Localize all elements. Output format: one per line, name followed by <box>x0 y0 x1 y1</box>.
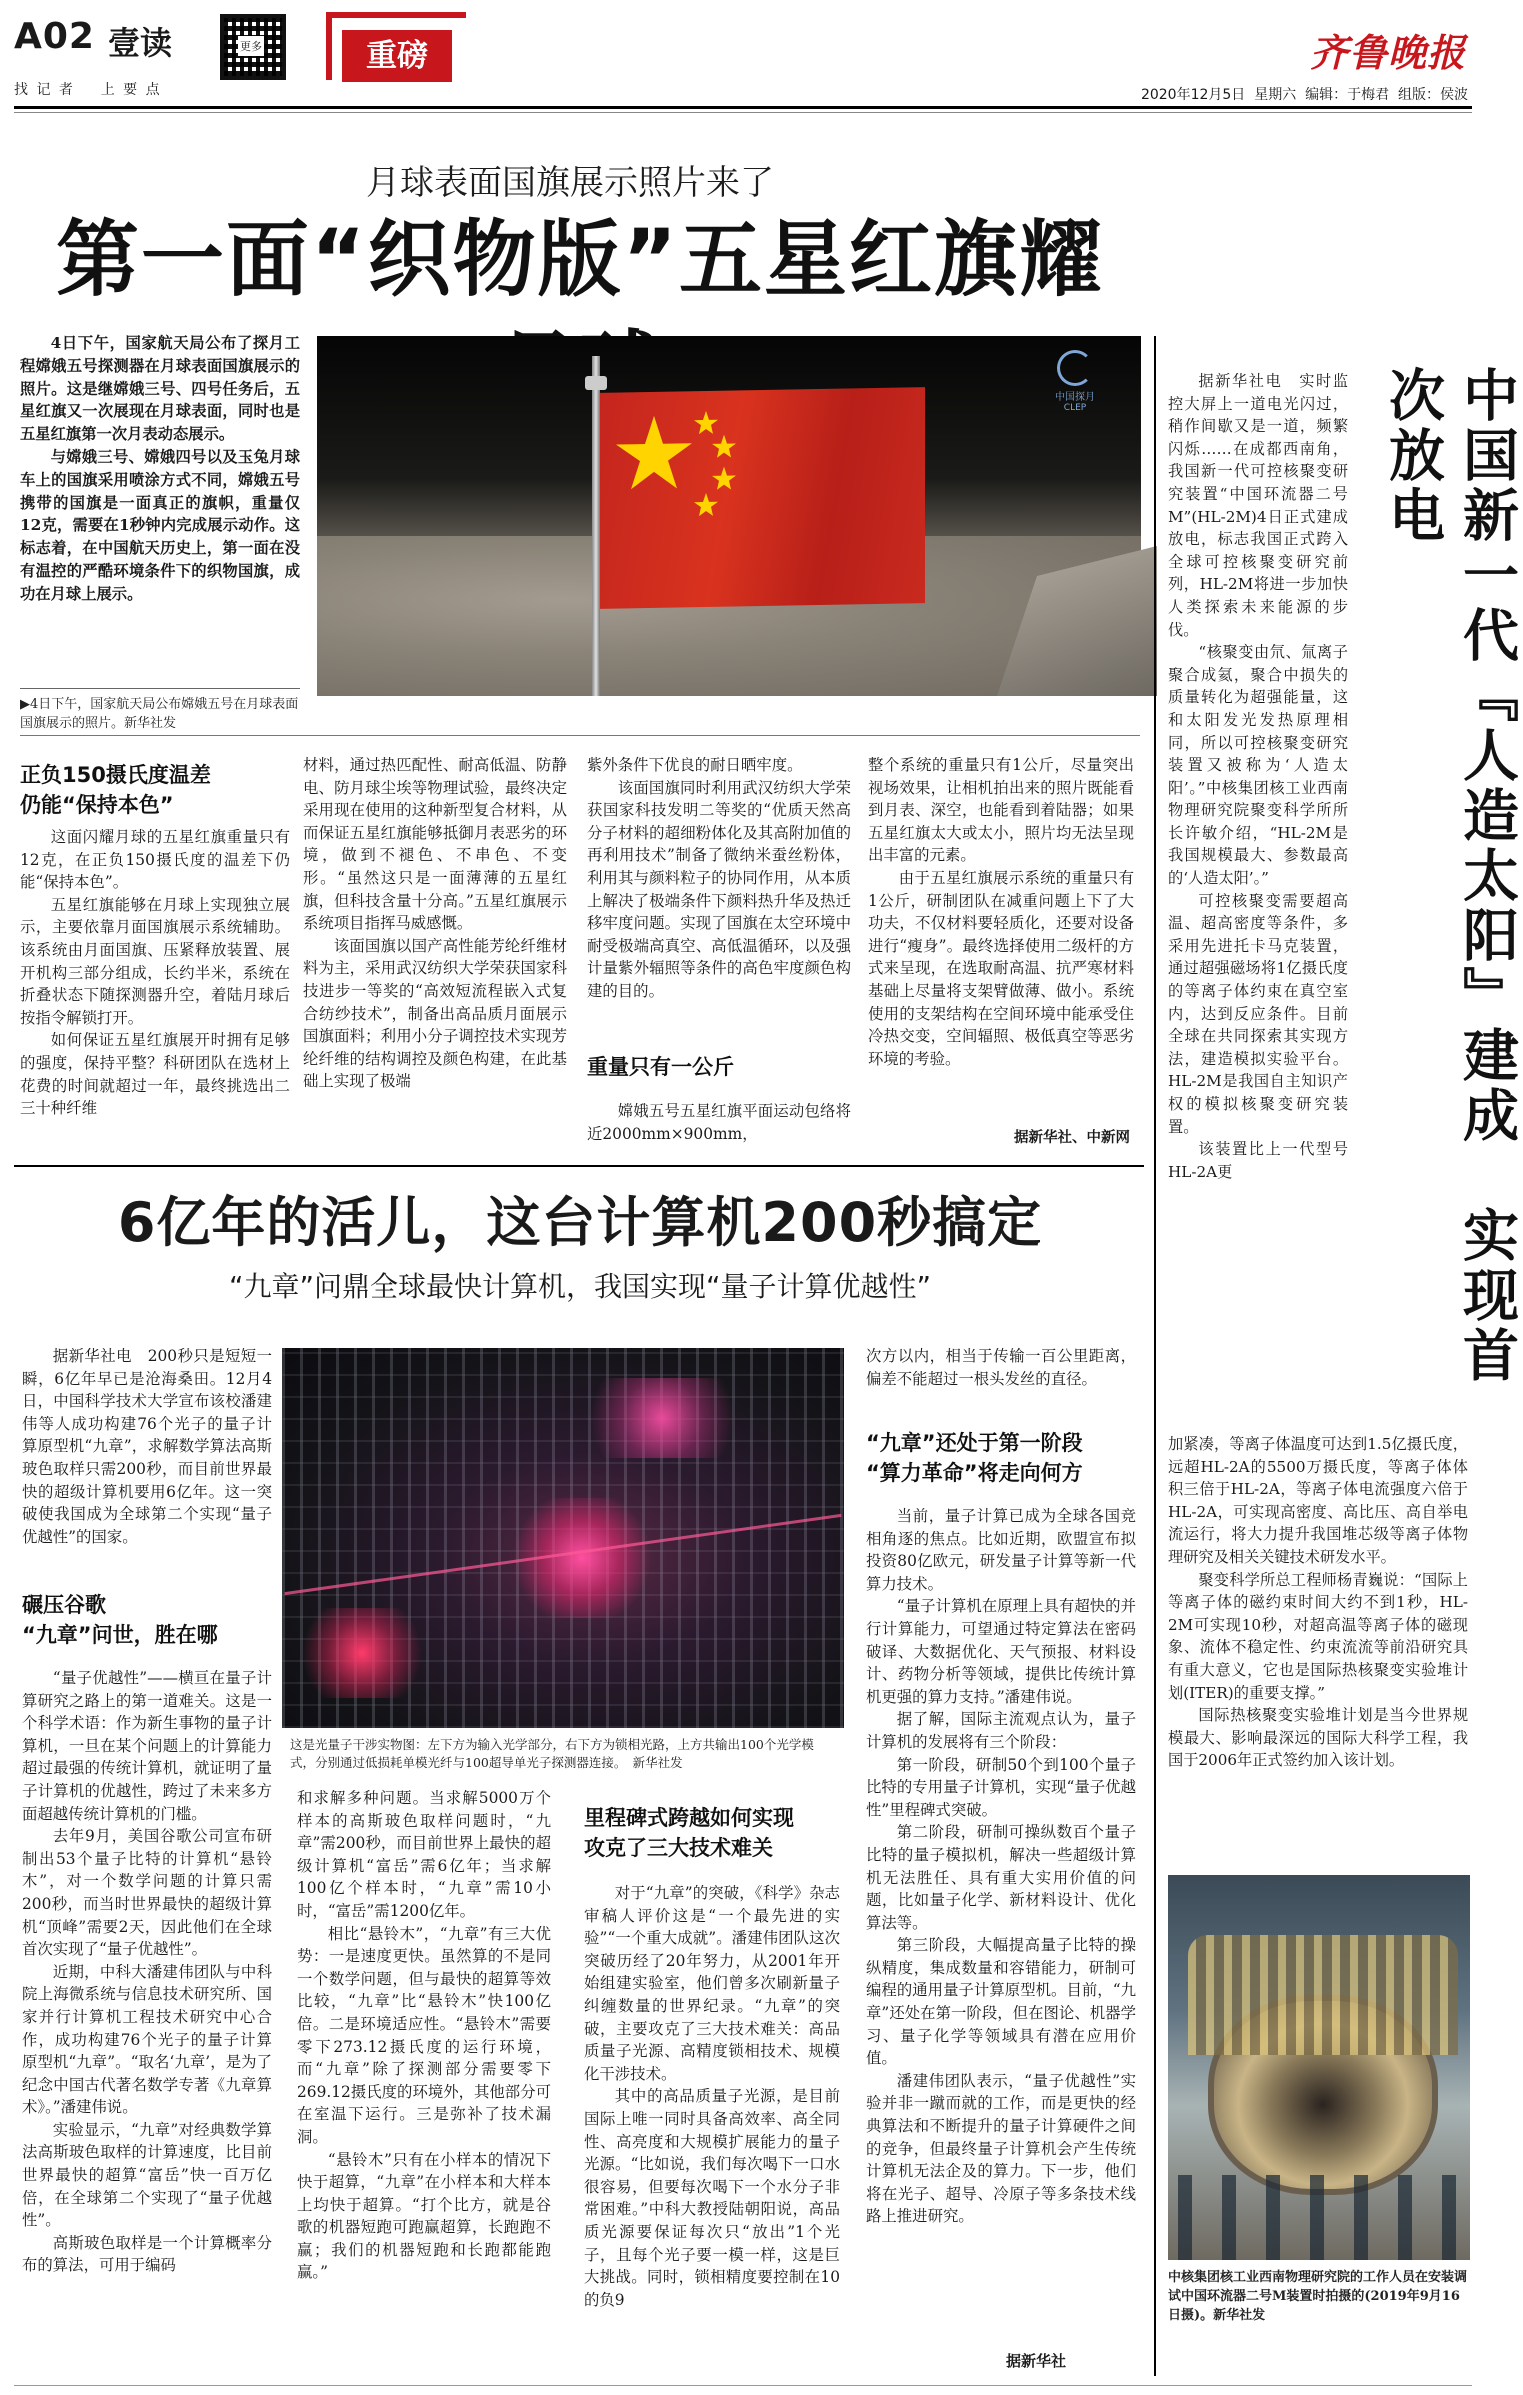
page-number: A02 <box>14 16 95 57</box>
paragraph: 第一阶段，研制50个到100个量子比特的专用量子计算机，实现“量子优越性”里程碑式突破。 <box>866 1755 1136 1819</box>
paragraph: 次方以内，相当于传输一百公里距离，偏差不能超过一根头发丝的直径。 <box>866 1347 1136 1388</box>
paragraph: 该面国旗以国产高性能芳纶纤维材料为主，采用武汉纺织大学荣获国家科技进步一等奖的“高效短流程嵌入式复合纺纱技术”，制备出高品质月面展示国旗面料；利用小分子调控技术实现芳纶纤维的结构调控及颜色构建，在此基础上实现了极端 <box>303 936 567 1091</box>
header-rule <box>14 106 1472 109</box>
paragraph: 如何保证五星红旗展开时拥有足够的强度，保持平整？科研团队在选材上花费的时间就超过一年，最终挑选出二三十种纤维 <box>20 1031 290 1118</box>
story1-headline: 第一面“织物版”五星红旗耀 <box>55 211 1105 308</box>
story1-col1 <box>20 826 290 1120</box>
paragraph: 紫外条件下优良的耐日晒牢度。 <box>587 756 803 774</box>
story1-col3 <box>587 754 851 1003</box>
quantum-computer-photo <box>282 1348 844 1728</box>
header-rule-thin <box>14 112 1472 113</box>
flag-pole-cap <box>585 376 607 390</box>
paragraph: 这面闪耀月球的五星红旗重量只有12克，在正负150摄氏度的温差下仍能“保持本色”。 <box>20 828 290 892</box>
story2-col4-top <box>866 1345 1136 1390</box>
paragraph: 实验显示，“九章”对经典数学算法高斯玻色取样的计算速度，比目前世界最快的超算“富岳”快一百万亿倍，在全球第二个实现了“量子优越性”。 <box>22 2120 272 2230</box>
paragraph: 加紧凑，等离子体温度可达到1.5亿摄氏度，远超HL-2A的5500万摄氏度，等离子体体积三倍于HL-2A，等离子体电流强度六倍于HL-2A，可实现高密度、高比压、高自举电流运行，将大力提升我国堆芯级等离子体物理研究及相关关键技术研发水平。 <box>1168 1435 1468 1566</box>
column-divider <box>1154 336 1156 2376</box>
qr-code[interactable] <box>220 14 286 80</box>
paragraph: 由于五星红旗展示系统的重量只有1公斤，研制团队在减重问题上下了大功夫，不仅材料要轻质化，还要对设备进行“瘦身”。最终选择使用二级杆的方式来呈现，在选取耐高温、抗严寒材料基础上尽量将支架臂做薄、做小。系统使用的支架结构在空间环境中能承受住冷热交变，空间辐照、极低真空等恶劣环境的考验。 <box>868 868 1134 1068</box>
paragraph: 近期，中科大潘建伟团队与中科院上海微系统与信息技术研究所、国家并行计算机工程技术研究中心合作，成功构建76个光子的量子计算原型机“九章”。“取名‘九章’，是为了纪念中国古代著名数学专著《九章算术》。”潘建伟说。 <box>22 1962 272 2117</box>
paragraph: “量子优越性”——横亘在量子计算研究之路上的第一道难关。这是一个科学术语：作为新生事物的量子计算机，一旦在某个问题上的计算能力超过最强的传统计算机，就证明了量子计算机的优越性，跨过了未来多方面超越传统计算机的门槛。 <box>22 1669 272 1823</box>
story1-subhead-1: 正负150摄氏度温差 仍能“保持本色” <box>20 763 211 817</box>
story1-subhead-2: 重量只有一公斤 <box>587 1055 734 1079</box>
paragraph: 国际热核聚变实验堆计划是当今世界规模最大、影响最深远的国际大科学工程，我国于2006年正式签约加入该计划。 <box>1168 1706 1468 1770</box>
section-divider <box>14 1165 1144 1167</box>
story2-subhead-1: 碾压谷歌 “九章”问世，胜在哪 <box>22 1593 218 1647</box>
paragraph: 五星红旗能够在月球上实现独立展示，主要依靠月面国旗展示系统辅助。该系统由月面国旗、压紧释放装置、展开机构三部分组成，长约半米，系统在折叠状态下随探测器升空，着陆月球后按指令解锁打开。 <box>20 895 290 1027</box>
story2-col4 <box>866 1505 1136 2228</box>
laser-glow-left <box>302 1608 422 1698</box>
paper-name-logo: 齐鲁晚报 <box>1309 30 1466 75</box>
paragraph: 第二阶段，研制可操纵数百个量子比特的量子模拟机，解决一些超级计算机无法胜任、具有重大实用价值的问题，比如量子化学、新材料设计、优化算法等。 <box>866 1823 1136 1932</box>
story1-rule <box>20 735 1140 736</box>
paragraph: 去年9月，美国谷歌公司宣布研制出53个量子比特的计算机“悬铃木”，对一个数学问题的计算只需200秒，而当时世界最快的超级计算机“顶峰”需要2天，因此他们在全球首次实现了“量子优越性”。 <box>22 1827 272 1959</box>
story1-photo-caption: ▶4日下午，国家航天局公布嫦娥五号在月球表面国旗展示的照片。新华社发 <box>20 697 299 731</box>
paragraph: 整个系统的重量只有1公斤，尽量突出视场效果，让相机拍出来的照片既能看到月表、深空，也能看到着陆器；如果五星红旗太大或太小，照片均无法呈现出丰富的元素。 <box>868 756 1134 865</box>
paragraph: 可控核聚变需要超高温、超高密度等条件，多采用先进托卡马克装置，通过超强磁场将1亿摄氏度的等离子体约束在真空室内，达到反应条件。目前全球在共同探索其实现方法，建造模拟实验平台。HL-2M是我国自主知识产权的模拟核聚变研究装置。 <box>1168 891 1348 1136</box>
paragraph: 该装置比上一代型号HL-2A更 <box>1168 1140 1348 1181</box>
paragraph: 嫦娥五号五星红旗平面运动包络将近2000mm×900mm， <box>587 1102 851 1143</box>
story3-col-wide <box>1168 1433 1468 1772</box>
paragraph: 材料，通过热匹配性、耐高低温、防静电、防月球尘埃等物理试验，最终决定采用现在使用的这种新型复合材料，从而保证五星红旗能够抵御月表恶劣的环境，做到不褪色、不串色、不变形。“虽然这只是一面薄薄的五星红旗，但科技含量十分高。”五星红旗展示系统项目指挥马威感慨。 <box>303 756 567 933</box>
story2-photo-caption: 这是光量子干涉实物图：左下方为输入光学部分，右下方为锁相光路，上方共输出100个光学模式，分别通过低损耗单模光纤与100超导单光子探测器连接。 新华社发 <box>290 1737 814 1770</box>
lead-paragraph: 4日下午，国家航天局公布了探月工程嫦娥五号探测器在月球表面国旗展示的照片。这是继嫦娥三号、四号任务后，五星红旗又一次展现在月球表面，同时也是五星红旗第一次月表动态展示。 <box>20 334 300 444</box>
story2-col1 <box>22 1667 272 2277</box>
story3-photo-caption: 中核集团核工业西南物理研究院的工作人员在安装调试中国环流器二号M装置时拍摄的(2019年9月16日摄)。新华社发 <box>1168 2270 1468 2323</box>
paragraph: 高斯玻色取样是一个计算概率分布的算法，可用于编码 <box>22 2233 272 2275</box>
paragraph: 对于“九章”的突破，《科学》杂志审稿人评价这是“一个最先进的实验”“一个重大成就”。潘建伟团队这次突破历经了20年努力，从2001年开始组建实验室，他们曾多次刷新量子纠缠数量的世界纪录。“九章”的突破，主要攻克了三大技术难关：高品质量子光源、高精度锁相技术、规模化干涉技术。 <box>584 1884 840 2083</box>
paragraph: 聚变科学所总工程师杨青巍说：“国际上等离子体的磁约束时间大约不到1秒，HL-2M可实现10秒，对超高温等离子体的磁现象、流体不稳定性、约束流流等前沿研究具有重大意义，它也是国际热核聚变实验堆计划(ITER)的重要支撑。” <box>1168 1570 1468 1702</box>
story1-deck: 月球表面国旗展示照片来了 <box>366 163 774 203</box>
story1-col3b <box>587 1100 851 1145</box>
flag-stars <box>614 404 744 526</box>
story1-col2 <box>303 754 567 1093</box>
story2-col2 <box>297 1787 551 2284</box>
paragraph: “悬铃木”只有在小样本的情况下快于超算，“九章”在小样本和大样本上均快于超算。“打个比方，就是谷歌的机器短跑可跑赢超算，长跑跑不赢；我们的机器短跑和长跑都能跑赢。” <box>297 2150 551 2282</box>
paragraph: 第三阶段，大幅提高量子比特的操纵精度，集成数量和容错能力，研制可编程的通用量子计算原型机。目前，“九章”还处在第一阶段，但在图论、机器学习、量子化学等领域具有潜在应用价值。 <box>866 1936 1136 2068</box>
clep-logo <box>1045 350 1105 413</box>
story2-subhead-2: 里程碑式跨越如何实现 攻克了三大技术难关 <box>584 1806 794 1860</box>
paragraph: “核聚变由氘、氚离子聚合成氦，聚合中损失的质量转化为超强能量，这和太阳发光发热原理相同，所以可控核聚变研究装置又被称为‘人造太阳’。”中核集团核工业西南物理研究院聚变科学所所长许敏介绍，“HL-2M是我国规模最大、参数最高的‘人造太阳’。” <box>1168 643 1348 888</box>
flag-on-moon-photo <box>317 336 1141 692</box>
laser-glow-top <box>582 1378 742 1458</box>
paragraph: 其中的高品质量子光源，是目前国际上唯一同时具备高效率、高全同性、高亮度和大规模扩展能力的量子光源。“比如说，我们每次喝下一口水很容易，但要每次喝下一个水分子非常困难。”中科大教授陆朝阳说，高品质光源要保证每次只“放出”1个光子，且每个光子要一模一样，这是巨大挑战。同时，锁相精度要控制在10的负9 <box>584 2087 840 2309</box>
story1-lead <box>20 332 300 606</box>
tokamak-coils <box>1188 1935 1458 2055</box>
workers <box>1178 2175 1460 2260</box>
paragraph: 该面国旗同时利用武汉纺织大学荣获国家科技发明二等奖的“优质天然高分子材料的超细粉体化及其高附加值的再利用技术”制备了微纳米蚕丝粉体，利用其与颜料粒子的协同作用，从本质上解决了极端条件下颜料热升华及热迁移牢度问题。实现了国旗在太空环境中耐受极端高真空、高低温循环，以及强计量紫外辐照等条件的高色牢度颜色构建的目的。 <box>587 778 851 1000</box>
section-name: 壹读 <box>108 24 173 62</box>
lead-divider <box>20 688 300 689</box>
paragraph: 和求解多种问题。当求解5000万个样本的高斯玻色取样问题时，“九章”需200秒，而目前世界上最快的超级计算机“富岳”需6亿年；当求解100亿个样本时，“九章”需10小时，“富岳”需1200亿年。 <box>297 1789 551 1920</box>
story2-headline: 6亿年的活儿，这台计算机200秒搞定 <box>117 1191 1043 1254</box>
paragraph: 潘建伟团队表示，“量子优越性”实验并非一蹴而就的工作，而是更快的经典算法和不断提升的量子计算硬件之间的竞争，但最终量子计算机会产生传统计算机无法企及的算力。下一步，他们将在光子、超导、冷原子等多条技术线路上推进研究。 <box>866 2071 1136 2226</box>
story2-deck: “九章”问鼎全球最快计算机，我国实现“量子计算优越性” <box>228 1270 932 1303</box>
qr-label: 更多 <box>238 36 264 56</box>
story3-col-narrow <box>1168 370 1348 1183</box>
story2-subhead-3: “九章”还处于第一阶段 “算力革命”将走向何方 <box>866 1431 1083 1485</box>
tokamak-photo <box>1168 1875 1470 2260</box>
clep-logo-icon <box>1057 350 1093 386</box>
paragraph: “量子计算机在原理上具有超快的并行计算能力，可望通过特定算法在密码破译、大数据优化、天气预报、材料设计、药物分析等领域，提供比传统计算机更强的算力支持。”潘建伟说。 <box>866 1597 1136 1706</box>
footer-rule <box>14 2385 1472 2386</box>
lead-paragraph: 与嫦娥三号、嫦娥四号以及玉兔月球车上的国旗采用喷涂方式不同，嫦娥五号携带的国旗是一面真正的旗帜，重量仅12克，需要在1秒钟内完成展示动作。这标志着，在中国航天历史上，第一面在没有温控的严酷环境条件下的织物国旗，成功在月球上展示。 <box>20 447 300 603</box>
header-slogan: 找 记 者 上 要 点 <box>14 82 162 98</box>
paragraph: 相比“悬铃木”，“九章”有三大优势：一是速度更快。虽然算的不是同一个数学问题，但与最快的超算等效比较，“九章”比“悬铃木”快100亿倍。二是环境适应性。“悬铃木”需要零下273.12摄氏度的运行环境，而“九章”除了探测部分需要零下269.12摄氏度的环境外，其他部分可在室温下运行。三是弥补了技术漏洞。 <box>297 1924 551 2146</box>
story2-col3 <box>584 1882 840 2311</box>
paragraph: 当前，量子计算已成为全球各国竞相角逐的焦点。比如近期，欧盟宣布拟投资80亿欧元，研发量子计算等新一代算力技术。 <box>866 1507 1136 1593</box>
section-tag: 重磅 <box>342 30 452 82</box>
story3-vertical-headline: 中国新一代『人造太阳』建成 实现首次放电 <box>1380 366 1519 1386</box>
paragraph: 据新华社电 实时监控大屏上一道电光闪过，稍作间歇又是一道，频繁闪烁……在成都西南角，我国新一代可控核聚变研究装置“中国环流器二号M”(HL-2M)4日正式建成放电，标志我国正式跨入全球可控核聚变研究前列，HL-2M将进一步加快人类探索未来能源的步伐。 <box>1168 372 1348 639</box>
dateline: 2020年12月5日 星期六 编辑：于梅君 组版：侯波 <box>1140 87 1468 103</box>
flag-pole <box>592 356 600 696</box>
paragraph: 据了解，国际主流观点认为，量子计算机的发展将有三个阶段： <box>866 1710 1136 1751</box>
clep-logo-text: 中国探月 <box>1055 392 1095 403</box>
clep-logo-en: CLEP <box>1063 403 1087 413</box>
story2-byline: 据新华社 <box>1005 2352 1066 2370</box>
paragraph: 据新华社电 200秒只是短短一瞬，6亿年早已是沧海桑田。12月4日，中国科学技术大学宣布该校潘建伟等人成功构建76个光子的量子计算原型机“九章”，求解数学算法高斯玻色取样只需200秒，而目前世界最快的超级计算机要用6亿年。这一突破使我国成为全球第二个实现“量子优越性”的国家。 <box>22 1347 272 1546</box>
story2-col1-top <box>22 1345 272 1548</box>
chinese-flag <box>600 387 925 609</box>
story1-byline: 据新华社、中新网 <box>1014 1130 1130 1146</box>
story1-col4 <box>868 754 1134 1070</box>
